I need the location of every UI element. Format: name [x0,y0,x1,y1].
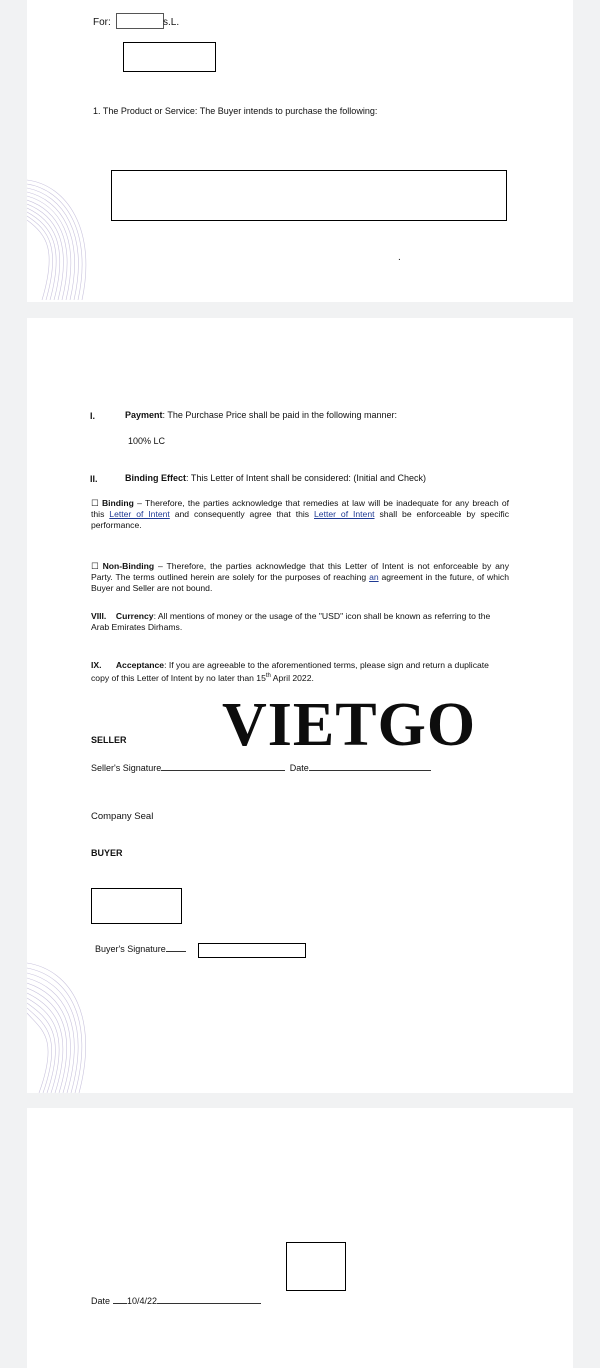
company-seal-label: Company Seal [91,811,154,822]
currency-clause [91,611,509,633]
vietgo-watermark-logo: VIETGO [222,691,477,759]
document-page-1 [27,0,573,302]
acceptance-number: IX. [91,660,102,670]
binding-effect-heading: Binding Effect [125,473,186,483]
letter-of-intent-link[interactable]: Letter of Intent [109,509,170,519]
binding-checkbox[interactable]: ☐ [91,498,102,508]
for-label: For: [93,17,111,28]
binding-text-2: and consequently agree that this [169,509,315,519]
non-binding-text-2: agreement in the future, of which Buyer and Seller are not bound. [91,572,509,593]
redacted-buyer-seal-box [91,888,182,924]
seller-date-label: Date [289,763,309,773]
acceptance-superscript: th [265,673,271,679]
currency-text: : All mentions of money or the usage of the "USD" icon shall be known as referring to the Arab Emirates Dirhams. [91,611,491,632]
buyer-signature-label: Buyer's Signature [95,944,166,954]
binding-text-1: – Therefore, the parties acknowledge that remedies at law will be inadequate for any breach of this [91,498,509,519]
payment-number: I. [90,411,96,421]
acceptance-end: April 2022. [270,672,314,683]
redacted-company-name [116,13,164,29]
stray-dot: . [398,252,401,263]
currency-number: VIII. [91,611,107,621]
seller-date-blank[interactable] [309,761,431,771]
seller-signature-line [91,761,431,773]
seller-signature-label: Seller's Signature [91,763,162,773]
non-binding-text-1: – Therefore, the parties acknowledge that this Letter of Intent is not enforceable by any Party. The terms outlined herein are solely for the purposes of reaching [91,561,509,582]
non-binding-title: Non-Binding [102,561,155,571]
binding-text-3: shall be enforceable by specific performance. [91,509,510,530]
binding-effect-number: II. [90,474,98,484]
final-date-value: 10/4/22 [127,1296,158,1306]
seller-label: SELLER [91,735,127,745]
seller-signature-blank[interactable] [161,761,285,771]
redacted-stamp-box [286,1242,346,1291]
product-service-item: 1. The Product or Service: The Buyer intends to purchase the following: [93,106,378,116]
acceptance-heading: Acceptance [115,660,165,670]
non-binding-option-paragraph [91,561,509,594]
an-link[interactable]: an [369,572,379,582]
decorative-swirl-graphic [27,170,107,300]
currency-heading: Currency [115,611,154,621]
acceptance-clause [91,660,509,684]
acceptance-text: : If you are agreeable to the aforementioned terms, please sign and return a duplicate copy of this Letter of Intent by no later than 15 [91,660,489,683]
final-date-blank-pre [113,1294,127,1304]
decorative-swirl-graphic [27,958,107,1093]
payment-value: 100% LC [128,436,166,446]
binding-option-paragraph [91,498,509,531]
company-suffix: s.L. [163,17,180,28]
payment-clause [125,410,397,420]
payment-text: : The Purchase Price shall be paid in the following manner: [162,410,397,420]
redacted-buyer-signature-box [198,943,306,958]
buyer-signature-line [95,942,186,954]
non-binding-checkbox[interactable]: ☐ [91,561,103,571]
buyer-label: BUYER [91,848,123,858]
binding-title: Binding [101,498,134,508]
final-date-blank-post [157,1294,261,1304]
document-page-2 [27,318,573,1093]
letter-of-intent-link[interactable]: Letter of Intent [314,509,375,519]
redacted-product-box [111,170,507,221]
redacted-address-box [123,42,216,72]
binding-effect-text: : This Letter of Intent shall be considered: (Initial and Check) [186,473,426,483]
binding-effect-clause [125,473,426,483]
payment-heading: Payment [125,410,163,420]
final-date-label: Date [91,1296,111,1306]
buyer-signature-blank[interactable] [166,942,186,952]
document-page-3 [27,1108,573,1368]
final-date-line [91,1294,261,1306]
